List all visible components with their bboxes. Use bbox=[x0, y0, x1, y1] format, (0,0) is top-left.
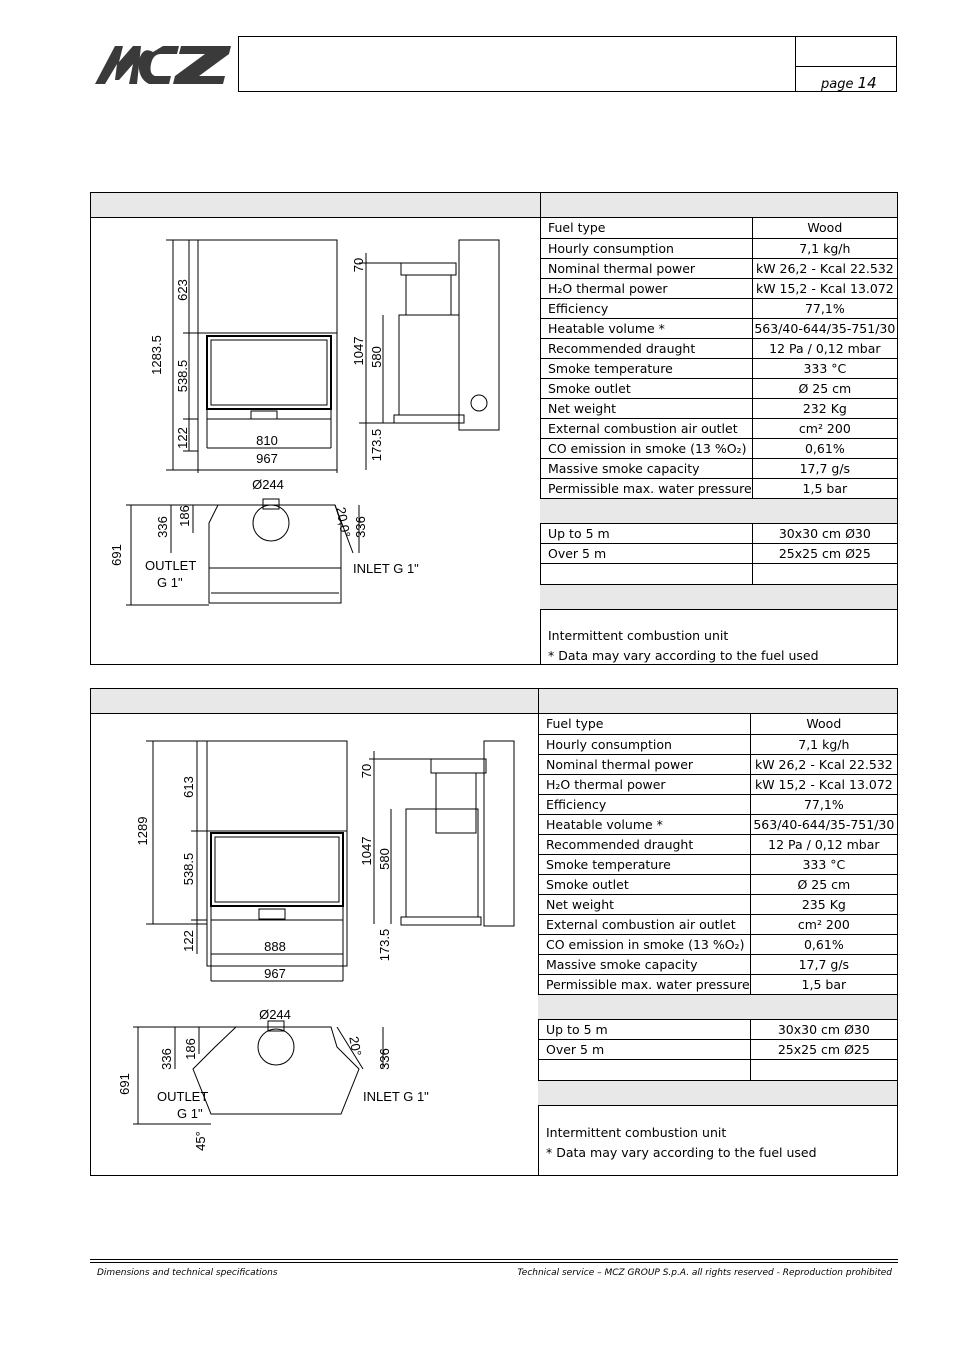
dim-angle-45: 45° bbox=[193, 1131, 208, 1151]
spec-label: Over 5 m bbox=[538, 1039, 750, 1059]
spec-value: kW 26,2 - Kcal 22.532 bbox=[752, 258, 897, 278]
spec-value: kW 15,2 - Kcal 13.072 bbox=[750, 774, 897, 794]
spec-row bbox=[540, 358, 897, 378]
spec-label: Heatable volume * bbox=[538, 814, 750, 834]
dim-336a: 336 bbox=[159, 1048, 174, 1070]
spec-value: 7,1 kg/h bbox=[752, 238, 897, 258]
spec-row bbox=[540, 418, 897, 438]
spec-label: Massive smoke capacity bbox=[538, 954, 750, 974]
dim-186: 186 bbox=[183, 1038, 198, 1060]
notes-2 bbox=[538, 1123, 897, 1163]
spec-label: Massive smoke capacity bbox=[540, 458, 752, 478]
spec-label: Up to 5 m bbox=[540, 523, 752, 543]
spec-value: 77,1% bbox=[752, 298, 897, 318]
label-outlet: OUTLET bbox=[157, 1089, 209, 1104]
spec-row bbox=[538, 754, 897, 774]
spec-value: 25x25 cm Ø25 bbox=[750, 1039, 897, 1059]
spec-row bbox=[540, 543, 897, 563]
spec-row bbox=[540, 398, 897, 418]
spec-value: 1,5 bar bbox=[750, 974, 897, 994]
spec-row bbox=[538, 714, 897, 734]
spec-label: Efficiency bbox=[538, 794, 750, 814]
spec-label: Net weight bbox=[540, 398, 752, 418]
spec-value: Ø 25 cm bbox=[750, 874, 897, 894]
page-label: page 14 bbox=[821, 74, 877, 92]
spec-row bbox=[540, 238, 897, 258]
spec-label: Fuel type bbox=[538, 714, 750, 734]
spec-label: Smoke temperature bbox=[538, 854, 750, 874]
spec-value: Ø 25 cm bbox=[752, 378, 897, 398]
spec-label: Recommended draught bbox=[538, 834, 750, 854]
spec-label: Over 5 m bbox=[540, 543, 752, 563]
note-line: * Data may vary according to the fuel used bbox=[546, 1145, 817, 1160]
spec-value: 12 Pa / 0,12 mbar bbox=[750, 834, 897, 854]
spec-label: H₂O thermal power bbox=[538, 774, 750, 794]
spec-row bbox=[538, 794, 897, 814]
spec-label: CO emission in smoke (13 %O₂) bbox=[540, 438, 752, 458]
page-number: 14 bbox=[857, 74, 877, 92]
spec-value: 563/40-644/35-751/30 bbox=[750, 814, 897, 834]
product-section-2 bbox=[90, 688, 898, 1176]
dim-flue-diameter: Ø244 bbox=[259, 1007, 291, 1022]
header-box bbox=[238, 36, 897, 92]
note-line: Intermittent combustion unit bbox=[546, 1125, 727, 1140]
footer-right: Technical service – MCZ GROUP S.p.A. all rights reserved - Reproduction prohibited bbox=[517, 1268, 892, 1278]
spec-value: 563/40-644/35-751/30 bbox=[752, 318, 897, 338]
spec-value: 17,7 g/s bbox=[752, 458, 897, 478]
spec-label: External combustion air outlet bbox=[540, 418, 752, 438]
spec-label: Fuel type bbox=[540, 218, 752, 238]
footer-rule bbox=[90, 1259, 898, 1260]
dim-h-door: 538.5 bbox=[175, 359, 190, 393]
spec-row bbox=[538, 1019, 897, 1039]
spec-value bbox=[752, 563, 897, 584]
dim-336b: 336 bbox=[353, 516, 368, 538]
spec-label: Smoke outlet bbox=[538, 874, 750, 894]
spec-row bbox=[538, 834, 897, 854]
spec-row bbox=[538, 774, 897, 794]
spec-label: External combustion air outlet bbox=[538, 914, 750, 934]
spec-table-1 bbox=[540, 218, 897, 610]
spec-label bbox=[540, 563, 752, 584]
spec-label: Hourly consumption bbox=[540, 238, 752, 258]
spec-table-2 bbox=[538, 714, 897, 1106]
spec-row bbox=[538, 854, 897, 874]
spec-row bbox=[538, 954, 897, 974]
dim-w-inner: 810 bbox=[256, 433, 278, 448]
spec-row bbox=[540, 458, 897, 478]
spec-value: kW 26,2 - Kcal 22.532 bbox=[750, 754, 897, 774]
dim-h-top: 623 bbox=[175, 279, 190, 301]
dim-side-173: 173.5 bbox=[377, 928, 392, 962]
dim-186: 186 bbox=[177, 505, 192, 527]
spec-value: 25x25 cm Ø25 bbox=[752, 543, 897, 563]
spec-value: 30x30 cm Ø30 bbox=[750, 1019, 897, 1039]
spec-row bbox=[538, 914, 897, 934]
dim-angle: 20,0° bbox=[333, 505, 354, 539]
note-line: * Data may vary according to the fuel used bbox=[548, 648, 819, 663]
spec-label: H₂O thermal power bbox=[540, 278, 752, 298]
dim-691: 691 bbox=[117, 1073, 132, 1095]
spec-row bbox=[540, 318, 897, 338]
label-outlet: OUTLET bbox=[145, 558, 197, 573]
spec-value: 7,1 kg/h bbox=[750, 734, 897, 754]
dim-side-1047: 1047 bbox=[359, 836, 374, 866]
spec-label: Nominal thermal power bbox=[538, 754, 750, 774]
spec-value: 30x30 cm Ø30 bbox=[752, 523, 897, 543]
spec-row bbox=[538, 1039, 897, 1059]
dim-side-70: 70 bbox=[359, 763, 374, 779]
spec-value: 77,1% bbox=[750, 794, 897, 814]
spec-label: Up to 5 m bbox=[538, 1019, 750, 1039]
dim-336b: 336 bbox=[377, 1048, 392, 1070]
spec-row bbox=[538, 894, 897, 914]
technical-drawing-2 bbox=[101, 729, 526, 1151]
spec-value: cm² 200 bbox=[752, 418, 897, 438]
spec-label: Efficiency bbox=[540, 298, 752, 318]
product-section-1 bbox=[90, 192, 898, 665]
spec-row bbox=[540, 338, 897, 358]
dim-side-70: 70 bbox=[351, 257, 366, 273]
dim-h-top: 613 bbox=[181, 776, 196, 798]
spec-value: 0,61% bbox=[750, 934, 897, 954]
spec-row bbox=[540, 438, 897, 458]
dim-side-173: 173.5 bbox=[369, 428, 384, 462]
spec-row bbox=[538, 934, 897, 954]
spec-row bbox=[540, 478, 897, 498]
note-line: Intermittent combustion unit bbox=[548, 628, 729, 643]
dim-h-total: 1289 bbox=[135, 816, 150, 846]
spec-row bbox=[538, 1059, 897, 1080]
spec-label: Hourly consumption bbox=[538, 734, 750, 754]
spec-value: 333 °C bbox=[750, 854, 897, 874]
spec-row bbox=[540, 378, 897, 398]
footer-left: Dimensions and technical specifications bbox=[97, 1268, 278, 1278]
dim-angle: 20° bbox=[346, 1035, 365, 1058]
spec-row bbox=[538, 974, 897, 994]
spec-value: 333 °C bbox=[752, 358, 897, 378]
spec-row bbox=[538, 874, 897, 894]
dim-side-1047: 1047 bbox=[351, 336, 366, 366]
dim-h-total: 1283.5 bbox=[149, 335, 164, 375]
dim-h-base: 122 bbox=[181, 930, 196, 952]
dim-flue-diameter: Ø244 bbox=[252, 477, 284, 492]
spec-row bbox=[540, 218, 897, 238]
spec-value: kW 15,2 - Kcal 13.072 bbox=[752, 278, 897, 298]
technical-drawing-1 bbox=[101, 233, 526, 623]
spec-value bbox=[750, 1059, 897, 1080]
mcz-logo bbox=[93, 42, 233, 86]
spec-label: CO emission in smoke (13 %O₂) bbox=[538, 934, 750, 954]
spec-value: 235 Kg bbox=[750, 894, 897, 914]
notes-1 bbox=[540, 626, 897, 666]
footer-rule bbox=[90, 1262, 898, 1263]
spec-row bbox=[540, 298, 897, 318]
spec-row bbox=[538, 814, 897, 834]
spec-label bbox=[538, 1059, 750, 1080]
spec-row bbox=[540, 563, 897, 584]
dim-h-base: 122 bbox=[175, 427, 190, 449]
dim-691: 691 bbox=[109, 544, 124, 566]
dim-h-door: 538.5 bbox=[181, 852, 196, 886]
spec-value: Wood bbox=[750, 714, 897, 734]
label-inlet: INLET G 1" bbox=[363, 1089, 429, 1104]
spec-label: Permissible max. water pressure bbox=[538, 974, 750, 994]
spec-value: 1,5 bar bbox=[752, 478, 897, 498]
spec-label: Recommended draught bbox=[540, 338, 752, 358]
dim-w-inner: 888 bbox=[264, 939, 286, 954]
spec-value: 232 Kg bbox=[752, 398, 897, 418]
spec-row bbox=[540, 258, 897, 278]
spec-label: Heatable volume * bbox=[540, 318, 752, 338]
dim-side-580: 580 bbox=[369, 346, 384, 368]
spec-label: Net weight bbox=[538, 894, 750, 914]
spec-row bbox=[540, 278, 897, 298]
spec-row bbox=[538, 734, 897, 754]
spec-label: Permissible max. water pressure bbox=[540, 478, 752, 498]
spec-label: Smoke outlet bbox=[540, 378, 752, 398]
spec-value: Wood bbox=[752, 218, 897, 238]
spec-value: 12 Pa / 0,12 mbar bbox=[752, 338, 897, 358]
dim-w-outer: 967 bbox=[264, 966, 286, 981]
label-outlet-g: G 1" bbox=[157, 575, 183, 590]
dim-336a: 336 bbox=[155, 516, 170, 538]
label-inlet: INLET G 1" bbox=[353, 561, 419, 576]
spec-value: cm² 200 bbox=[750, 914, 897, 934]
spec-label: Smoke temperature bbox=[540, 358, 752, 378]
spec-value: 0,61% bbox=[752, 438, 897, 458]
spec-row bbox=[540, 523, 897, 543]
dim-w-outer: 967 bbox=[256, 451, 278, 466]
spec-value: 17,7 g/s bbox=[750, 954, 897, 974]
label-outlet-g: G 1" bbox=[177, 1106, 203, 1121]
dim-side-580: 580 bbox=[377, 848, 392, 870]
spec-label: Nominal thermal power bbox=[540, 258, 752, 278]
